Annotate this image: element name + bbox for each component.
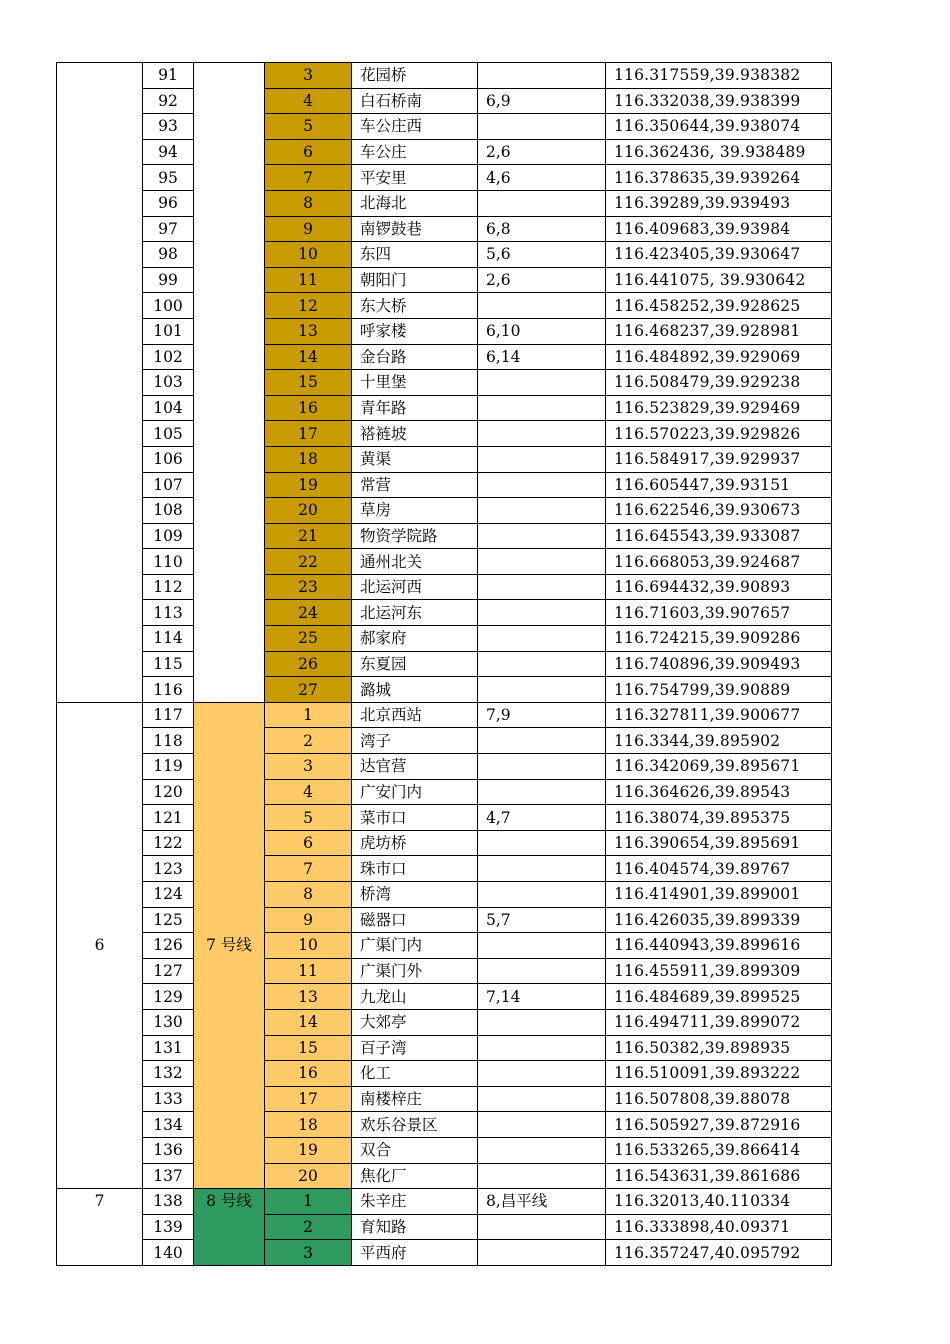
coordinates-cell: 116.357247,40.095792 [606,1240,832,1266]
station-order-cell: 24 [265,600,352,626]
station-order-cell: 1 [265,1189,352,1215]
row-index-cell: 95 [143,165,194,191]
transfer-lines-cell [478,472,606,498]
station-name-cell: 育知路 [352,1214,478,1240]
station-name-cell: 广渠门外 [352,958,478,984]
transfer-lines-cell [478,1137,606,1163]
table-row [57,318,832,344]
table-row [57,242,832,268]
station-name-cell: 双合 [352,1137,478,1163]
station-order-cell: 11 [265,958,352,984]
station-order-cell: 2 [265,728,352,754]
station-order-cell: 19 [265,1137,352,1163]
station-order-cell: 13 [265,984,352,1010]
table-row [57,574,832,600]
table-row [57,114,832,140]
row-index-cell: 118 [143,728,194,754]
station-name-cell: 广安门内 [352,779,478,805]
station-name-cell: 达官营 [352,754,478,780]
coordinates-cell: 116.740896,39.909493 [606,651,832,677]
coordinates-cell: 116.507808,39.88078 [606,1086,832,1112]
station-order-cell: 6 [265,830,352,856]
row-index-cell: 122 [143,830,194,856]
transfer-lines-cell [478,626,606,652]
transfer-lines-cell: 6,8 [478,216,606,242]
table-row [57,651,832,677]
table-row [57,395,832,421]
table-row [57,190,832,216]
segment-number-cell: 6 [57,702,143,1188]
transfer-lines-cell: 6,10 [478,318,606,344]
table-row [57,1009,832,1035]
row-index-cell: 133 [143,1086,194,1112]
station-order-cell: 20 [265,1163,352,1189]
table-row [57,677,832,703]
transfer-lines-cell [478,1035,606,1061]
station-name-cell: 北运河西 [352,574,478,600]
table-row [57,421,832,447]
table-row [57,958,832,984]
row-index-cell: 107 [143,472,194,498]
transfer-lines-cell: 2,6 [478,139,606,165]
station-order-cell: 12 [265,293,352,319]
table-row [57,600,832,626]
transfer-lines-cell [478,933,606,959]
row-index-cell: 101 [143,318,194,344]
station-name-cell: 车公庄西 [352,114,478,140]
row-index-cell: 104 [143,395,194,421]
coordinates-cell: 116.333898,40.09371 [606,1214,832,1240]
station-name-cell: 潞城 [352,677,478,703]
station-order-cell: 1 [265,702,352,728]
table-row [57,1112,832,1138]
table-row [57,626,832,652]
station-order-cell: 5 [265,805,352,831]
station-name-cell: 草房 [352,498,478,524]
station-order-cell: 16 [265,395,352,421]
coordinates-cell: 116.38074,39.895375 [606,805,832,831]
row-index-cell: 127 [143,958,194,984]
station-name-cell: 北运河东 [352,600,478,626]
coordinates-cell: 116.543631,39.861686 [606,1163,832,1189]
transfer-lines-cell [478,190,606,216]
table-row [57,933,832,959]
station-name-cell: 南锣鼓巷 [352,216,478,242]
table-row [57,1214,832,1240]
coordinates-cell: 116.378635,39.939264 [606,165,832,191]
station-name-cell: 化工 [352,1061,478,1087]
station-name-cell: 郝家府 [352,626,478,652]
station-order-cell: 26 [265,651,352,677]
station-order-cell: 2 [265,1214,352,1240]
row-index-cell: 113 [143,600,194,626]
coordinates-cell: 116.484892,39.929069 [606,344,832,370]
row-index-cell: 115 [143,651,194,677]
transfer-lines-cell: 4,7 [478,805,606,831]
coordinates-cell: 116.3344,39.895902 [606,728,832,754]
row-index-cell: 121 [143,805,194,831]
coordinates-cell: 116.508479,39.929238 [606,370,832,396]
row-index-cell: 126 [143,933,194,959]
station-order-cell: 21 [265,523,352,549]
station-order-cell: 3 [265,1240,352,1266]
station-name-cell: 东夏园 [352,651,478,677]
transfer-lines-cell [478,856,606,882]
row-index-cell: 93 [143,114,194,140]
station-name-cell: 大郊亭 [352,1009,478,1035]
line-name-cell: 8 号线 [194,1189,265,1266]
coordinates-cell: 116.327811,39.900677 [606,702,832,728]
transfer-lines-cell [478,1086,606,1112]
table-row [57,63,832,89]
coordinates-cell: 116.494711,39.899072 [606,1009,832,1035]
station-name-cell: 珠市口 [352,856,478,882]
transfer-lines-cell [478,446,606,472]
station-name-cell: 花园桥 [352,63,478,89]
row-index-cell: 131 [143,1035,194,1061]
station-order-cell: 7 [265,856,352,882]
station-order-cell: 15 [265,370,352,396]
coordinates-cell: 116.754799,39.90889 [606,677,832,703]
coordinates-cell: 116.605447,39.93151 [606,472,832,498]
transfer-lines-cell [478,600,606,626]
station-order-cell: 10 [265,933,352,959]
coordinates-cell: 116.342069,39.895671 [606,754,832,780]
row-index-cell: 99 [143,267,194,293]
table-row [57,1189,832,1215]
station-name-cell: 车公庄 [352,139,478,165]
coordinates-cell: 116.570223,39.929826 [606,421,832,447]
row-index-cell: 94 [143,139,194,165]
station-name-cell: 呼家楼 [352,318,478,344]
row-index-cell: 109 [143,523,194,549]
transfer-lines-cell [478,549,606,575]
table-row [57,88,832,114]
station-name-cell: 虎坊桥 [352,830,478,856]
row-index-cell: 98 [143,242,194,268]
coordinates-cell: 116.622546,39.930673 [606,498,832,524]
coordinates-cell: 116.426035,39.899339 [606,907,832,933]
transfer-lines-cell [478,63,606,89]
station-order-cell: 17 [265,1086,352,1112]
station-name-cell: 北海北 [352,190,478,216]
station-order-cell: 4 [265,779,352,805]
station-order-cell: 23 [265,574,352,600]
coordinates-cell: 116.645543,39.933087 [606,523,832,549]
transfer-lines-cell [478,1061,606,1087]
row-index-cell: 129 [143,984,194,1010]
coordinates-cell: 116.440943,39.899616 [606,933,832,959]
transfer-lines-cell [478,523,606,549]
table-row [57,267,832,293]
table-row [57,1163,832,1189]
coordinates-cell: 116.668053,39.924687 [606,549,832,575]
coordinates-cell: 116.584917,39.929937 [606,446,832,472]
row-index-cell: 105 [143,421,194,447]
transfer-lines-cell: 5,6 [478,242,606,268]
station-name-cell: 白石桥南 [352,88,478,114]
coordinates-cell: 116.404574,39.89767 [606,856,832,882]
station-name-cell: 东大桥 [352,293,478,319]
table-row [57,472,832,498]
station-order-cell: 9 [265,216,352,242]
row-index-cell: 134 [143,1112,194,1138]
station-name-cell: 褡裢坡 [352,421,478,447]
station-order-cell: 18 [265,446,352,472]
station-name-cell: 常营 [352,472,478,498]
row-index-cell: 106 [143,446,194,472]
row-index-cell: 92 [143,88,194,114]
row-index-cell: 124 [143,882,194,908]
table-row [57,498,832,524]
transfer-lines-cell [478,1163,606,1189]
table-row [57,370,832,396]
row-index-cell: 136 [143,1137,194,1163]
table-row [57,1086,832,1112]
table-row [57,1061,832,1087]
table-row [57,805,832,831]
row-index-cell: 91 [143,63,194,89]
station-order-cell: 17 [265,421,352,447]
station-order-cell: 16 [265,1061,352,1087]
table-row [57,446,832,472]
row-index-cell: 132 [143,1061,194,1087]
transfer-lines-cell [478,1009,606,1035]
station-name-cell: 百子湾 [352,1035,478,1061]
row-index-cell: 100 [143,293,194,319]
row-index-cell: 108 [143,498,194,524]
table-row [57,754,832,780]
station-name-cell: 磁器口 [352,907,478,933]
table-row [57,216,832,242]
station-order-cell: 4 [265,88,352,114]
table-row [57,984,832,1010]
row-index-cell: 112 [143,574,194,600]
row-index-cell: 103 [143,370,194,396]
transfer-lines-cell [478,728,606,754]
table-row [57,1035,832,1061]
coordinates-cell: 116.414901,39.899001 [606,882,832,908]
station-name-cell: 南楼梓庄 [352,1086,478,1112]
coordinates-cell: 116.455911,39.899309 [606,958,832,984]
station-order-cell: 10 [265,242,352,268]
transfer-lines-cell [478,114,606,140]
table-row [57,523,832,549]
segment-number-cell [57,63,143,703]
table-row [57,1240,832,1266]
coordinates-cell: 116.362436, 39.938489 [606,139,832,165]
station-order-cell: 3 [265,63,352,89]
station-name-cell: 平西府 [352,1240,478,1266]
coordinates-cell: 116.409683,39.93984 [606,216,832,242]
coordinates-cell: 116.484689,39.899525 [606,984,832,1010]
station-order-cell: 14 [265,1009,352,1035]
coordinates-cell: 116.505927,39.872916 [606,1112,832,1138]
coordinates-cell: 116.510091,39.893222 [606,1061,832,1087]
table-row [57,856,832,882]
row-index-cell: 140 [143,1240,194,1266]
transfer-lines-cell: 5,7 [478,907,606,933]
station-name-cell: 东四 [352,242,478,268]
row-index-cell: 125 [143,907,194,933]
coordinates-cell: 116.317559,39.938382 [606,63,832,89]
row-index-cell: 102 [143,344,194,370]
station-name-cell: 黄渠 [352,446,478,472]
row-index-cell: 139 [143,1214,194,1240]
transfer-lines-cell [478,293,606,319]
coordinates-cell: 116.32013,40.110334 [606,1189,832,1215]
station-order-cell: 8 [265,190,352,216]
table-row [57,293,832,319]
row-index-cell: 117 [143,702,194,728]
station-name-cell: 平安里 [352,165,478,191]
coordinates-cell: 116.724215,39.909286 [606,626,832,652]
transfer-lines-cell [478,882,606,908]
row-index-cell: 137 [143,1163,194,1189]
coordinates-cell: 116.350644,39.938074 [606,114,832,140]
transfer-lines-cell: 6,14 [478,344,606,370]
station-order-cell: 11 [265,267,352,293]
row-index-cell: 114 [143,626,194,652]
table-body [57,63,832,1266]
station-order-cell: 22 [265,549,352,575]
transfer-lines-cell [478,574,606,600]
station-order-cell: 13 [265,318,352,344]
station-order-cell: 9 [265,907,352,933]
station-order-cell: 20 [265,498,352,524]
station-name-cell: 朝阳门 [352,267,478,293]
transfer-lines-cell [478,1240,606,1266]
table-row [57,882,832,908]
line-name-cell: 7 号线 [194,702,265,1188]
coordinates-cell: 116.71603,39.907657 [606,600,832,626]
transfer-lines-cell [478,830,606,856]
station-order-cell: 3 [265,754,352,780]
station-order-cell: 5 [265,114,352,140]
coordinates-cell: 116.468237,39.928981 [606,318,832,344]
station-name-cell: 焦化厂 [352,1163,478,1189]
table-row [57,907,832,933]
coordinates-cell: 116.523829,39.929469 [606,395,832,421]
coordinates-cell: 116.441075, 39.930642 [606,267,832,293]
transfer-lines-cell [478,498,606,524]
row-index-cell: 130 [143,1009,194,1035]
transfer-lines-cell [478,754,606,780]
row-index-cell: 123 [143,856,194,882]
coordinates-cell: 116.694432,39.90893 [606,574,832,600]
coordinates-cell: 116.423405,39.930647 [606,242,832,268]
coordinates-cell: 116.39289,39.939493 [606,190,832,216]
coordinates-cell: 116.458252,39.928625 [606,293,832,319]
station-name-cell: 金台路 [352,344,478,370]
transfer-lines-cell [478,1112,606,1138]
metro-station-table [56,62,832,1266]
station-name-cell: 朱辛庄 [352,1189,478,1215]
transfer-lines-cell [478,779,606,805]
station-order-cell: 27 [265,677,352,703]
row-index-cell: 116 [143,677,194,703]
station-order-cell: 8 [265,882,352,908]
table-row [57,165,832,191]
table-row [57,702,832,728]
table-row [57,779,832,805]
transfer-lines-cell [478,958,606,984]
transfer-lines-cell [478,677,606,703]
coordinates-cell: 116.390654,39.895691 [606,830,832,856]
transfer-lines-cell [478,651,606,677]
table-row [57,728,832,754]
station-name-cell: 九龙山 [352,984,478,1010]
segment-number-cell: 7 [57,1189,143,1266]
station-order-cell: 14 [265,344,352,370]
row-index-cell: 119 [143,754,194,780]
station-order-cell: 15 [265,1035,352,1061]
transfer-lines-cell [478,395,606,421]
transfer-lines-cell: 2,6 [478,267,606,293]
table-row [57,139,832,165]
station-name-cell: 十里堡 [352,370,478,396]
transfer-lines-cell: 8,昌平线 [478,1189,606,1215]
station-order-cell: 7 [265,165,352,191]
transfer-lines-cell [478,370,606,396]
transfer-lines-cell [478,421,606,447]
station-order-cell: 19 [265,472,352,498]
transfer-lines-cell: 7,14 [478,984,606,1010]
row-index-cell: 120 [143,779,194,805]
transfer-lines-cell: 4,6 [478,165,606,191]
table-row [57,344,832,370]
station-name-cell: 湾子 [352,728,478,754]
table-row [57,830,832,856]
transfer-lines-cell: 6,9 [478,88,606,114]
table-row [57,1137,832,1163]
transfer-lines-cell: 7,9 [478,702,606,728]
coordinates-cell: 116.332038,39.938399 [606,88,832,114]
station-name-cell: 桥湾 [352,882,478,908]
row-index-cell: 96 [143,190,194,216]
station-name-cell: 北京西站 [352,702,478,728]
row-index-cell: 110 [143,549,194,575]
station-name-cell: 青年路 [352,395,478,421]
row-index-cell: 97 [143,216,194,242]
table-row [57,549,832,575]
station-name-cell: 广渠门内 [352,933,478,959]
transfer-lines-cell [478,1214,606,1240]
station-name-cell: 欢乐谷景区 [352,1112,478,1138]
line-name-cell [194,63,265,703]
station-name-cell: 菜市口 [352,805,478,831]
station-name-cell: 通州北关 [352,549,478,575]
station-name-cell: 物资学院路 [352,523,478,549]
coordinates-cell: 116.50382,39.898935 [606,1035,832,1061]
row-index-cell: 138 [143,1189,194,1215]
coordinates-cell: 116.364626,39.89543 [606,779,832,805]
station-order-cell: 6 [265,139,352,165]
coordinates-cell: 116.533265,39.866414 [606,1137,832,1163]
station-order-cell: 18 [265,1112,352,1138]
station-order-cell: 25 [265,626,352,652]
